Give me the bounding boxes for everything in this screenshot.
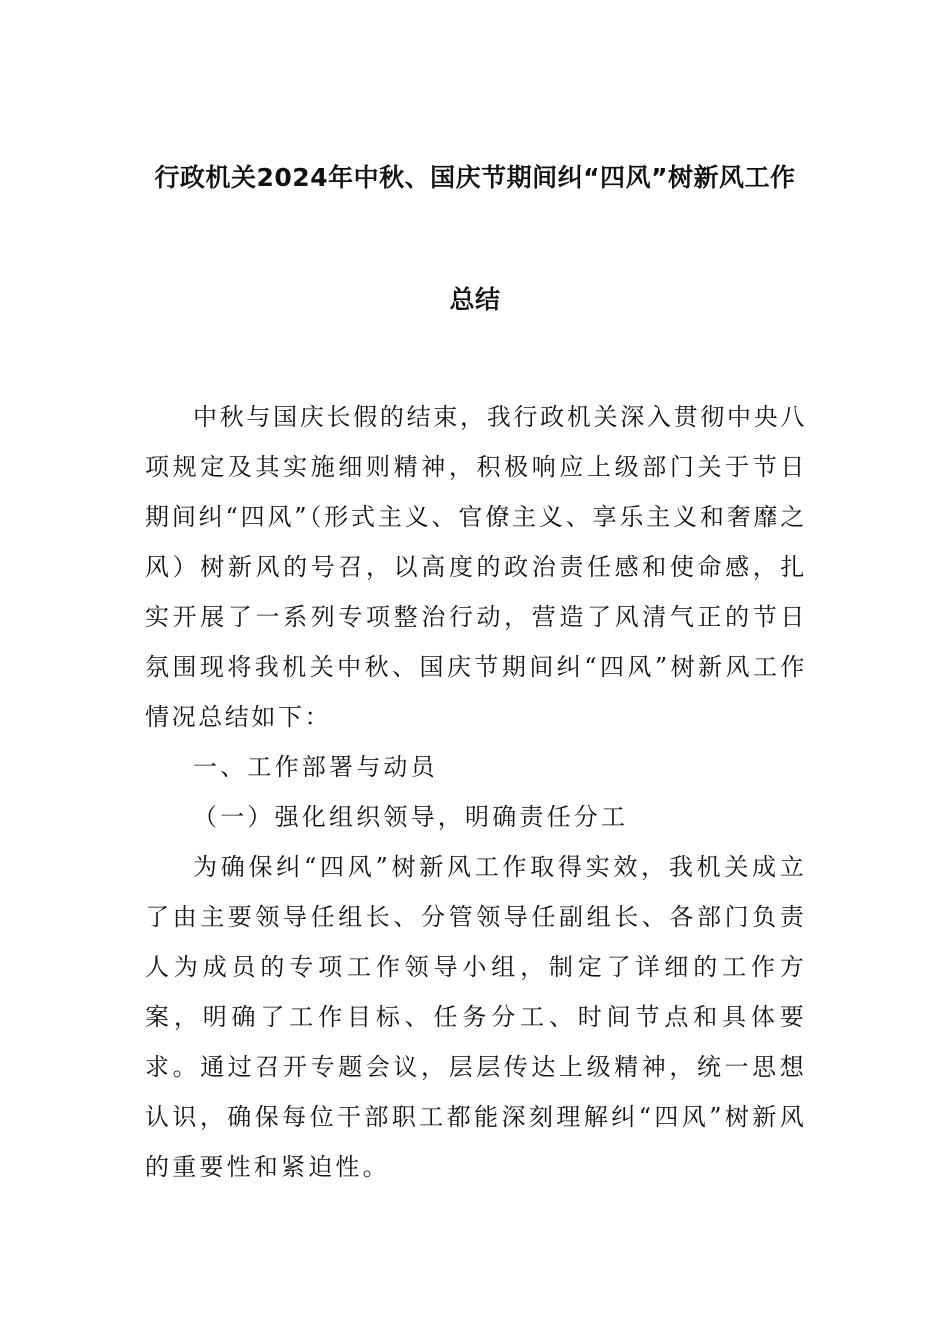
document-title-line1: 行政机关2024年中秋、国庆节期间纠“四风”树新风工作 — [154, 163, 796, 192]
intro-paragraph: 中秋与国庆长假的结束，我行政机关深入贯彻中央八项规定及其实施细则精神，积极响应上级部门关于节日期间纠“四风”（形式主义、官僚主义、享乐主义和奢靡之风）树新风的号召，以高度的政治责任感和使命感，扎实开展了一系列专项整治行动，营造了风清气正的节日氛围现将我机关中秋、国庆节期间纠“四风”树新风工作情况总结如下： — [145, 403, 807, 731]
document-body — [145, 392, 807, 1192]
subsection-paragraph-1: 为确保纠“四风”树新风工作取得实效，我机关成立了由主要领导任组长、分管领导任副组长、各部门负责人为成员的专项工作领导小组，制定了详细的工作方案，明确了工作目标、任务分工、时间节点和具体要求。通过召开专题会议，层层传达上级精神，统一思想认识，确保每位干部职工都能深刻理解纠“四风”树新风的重要性和紧迫性。 — [145, 853, 807, 1181]
document-title-line2: 总结 — [449, 285, 501, 314]
subsection-heading-1: （一）强化组织领导，明确责任分工 — [193, 803, 629, 831]
section-heading-1: 一、工作部署与动员 — [193, 753, 438, 781]
